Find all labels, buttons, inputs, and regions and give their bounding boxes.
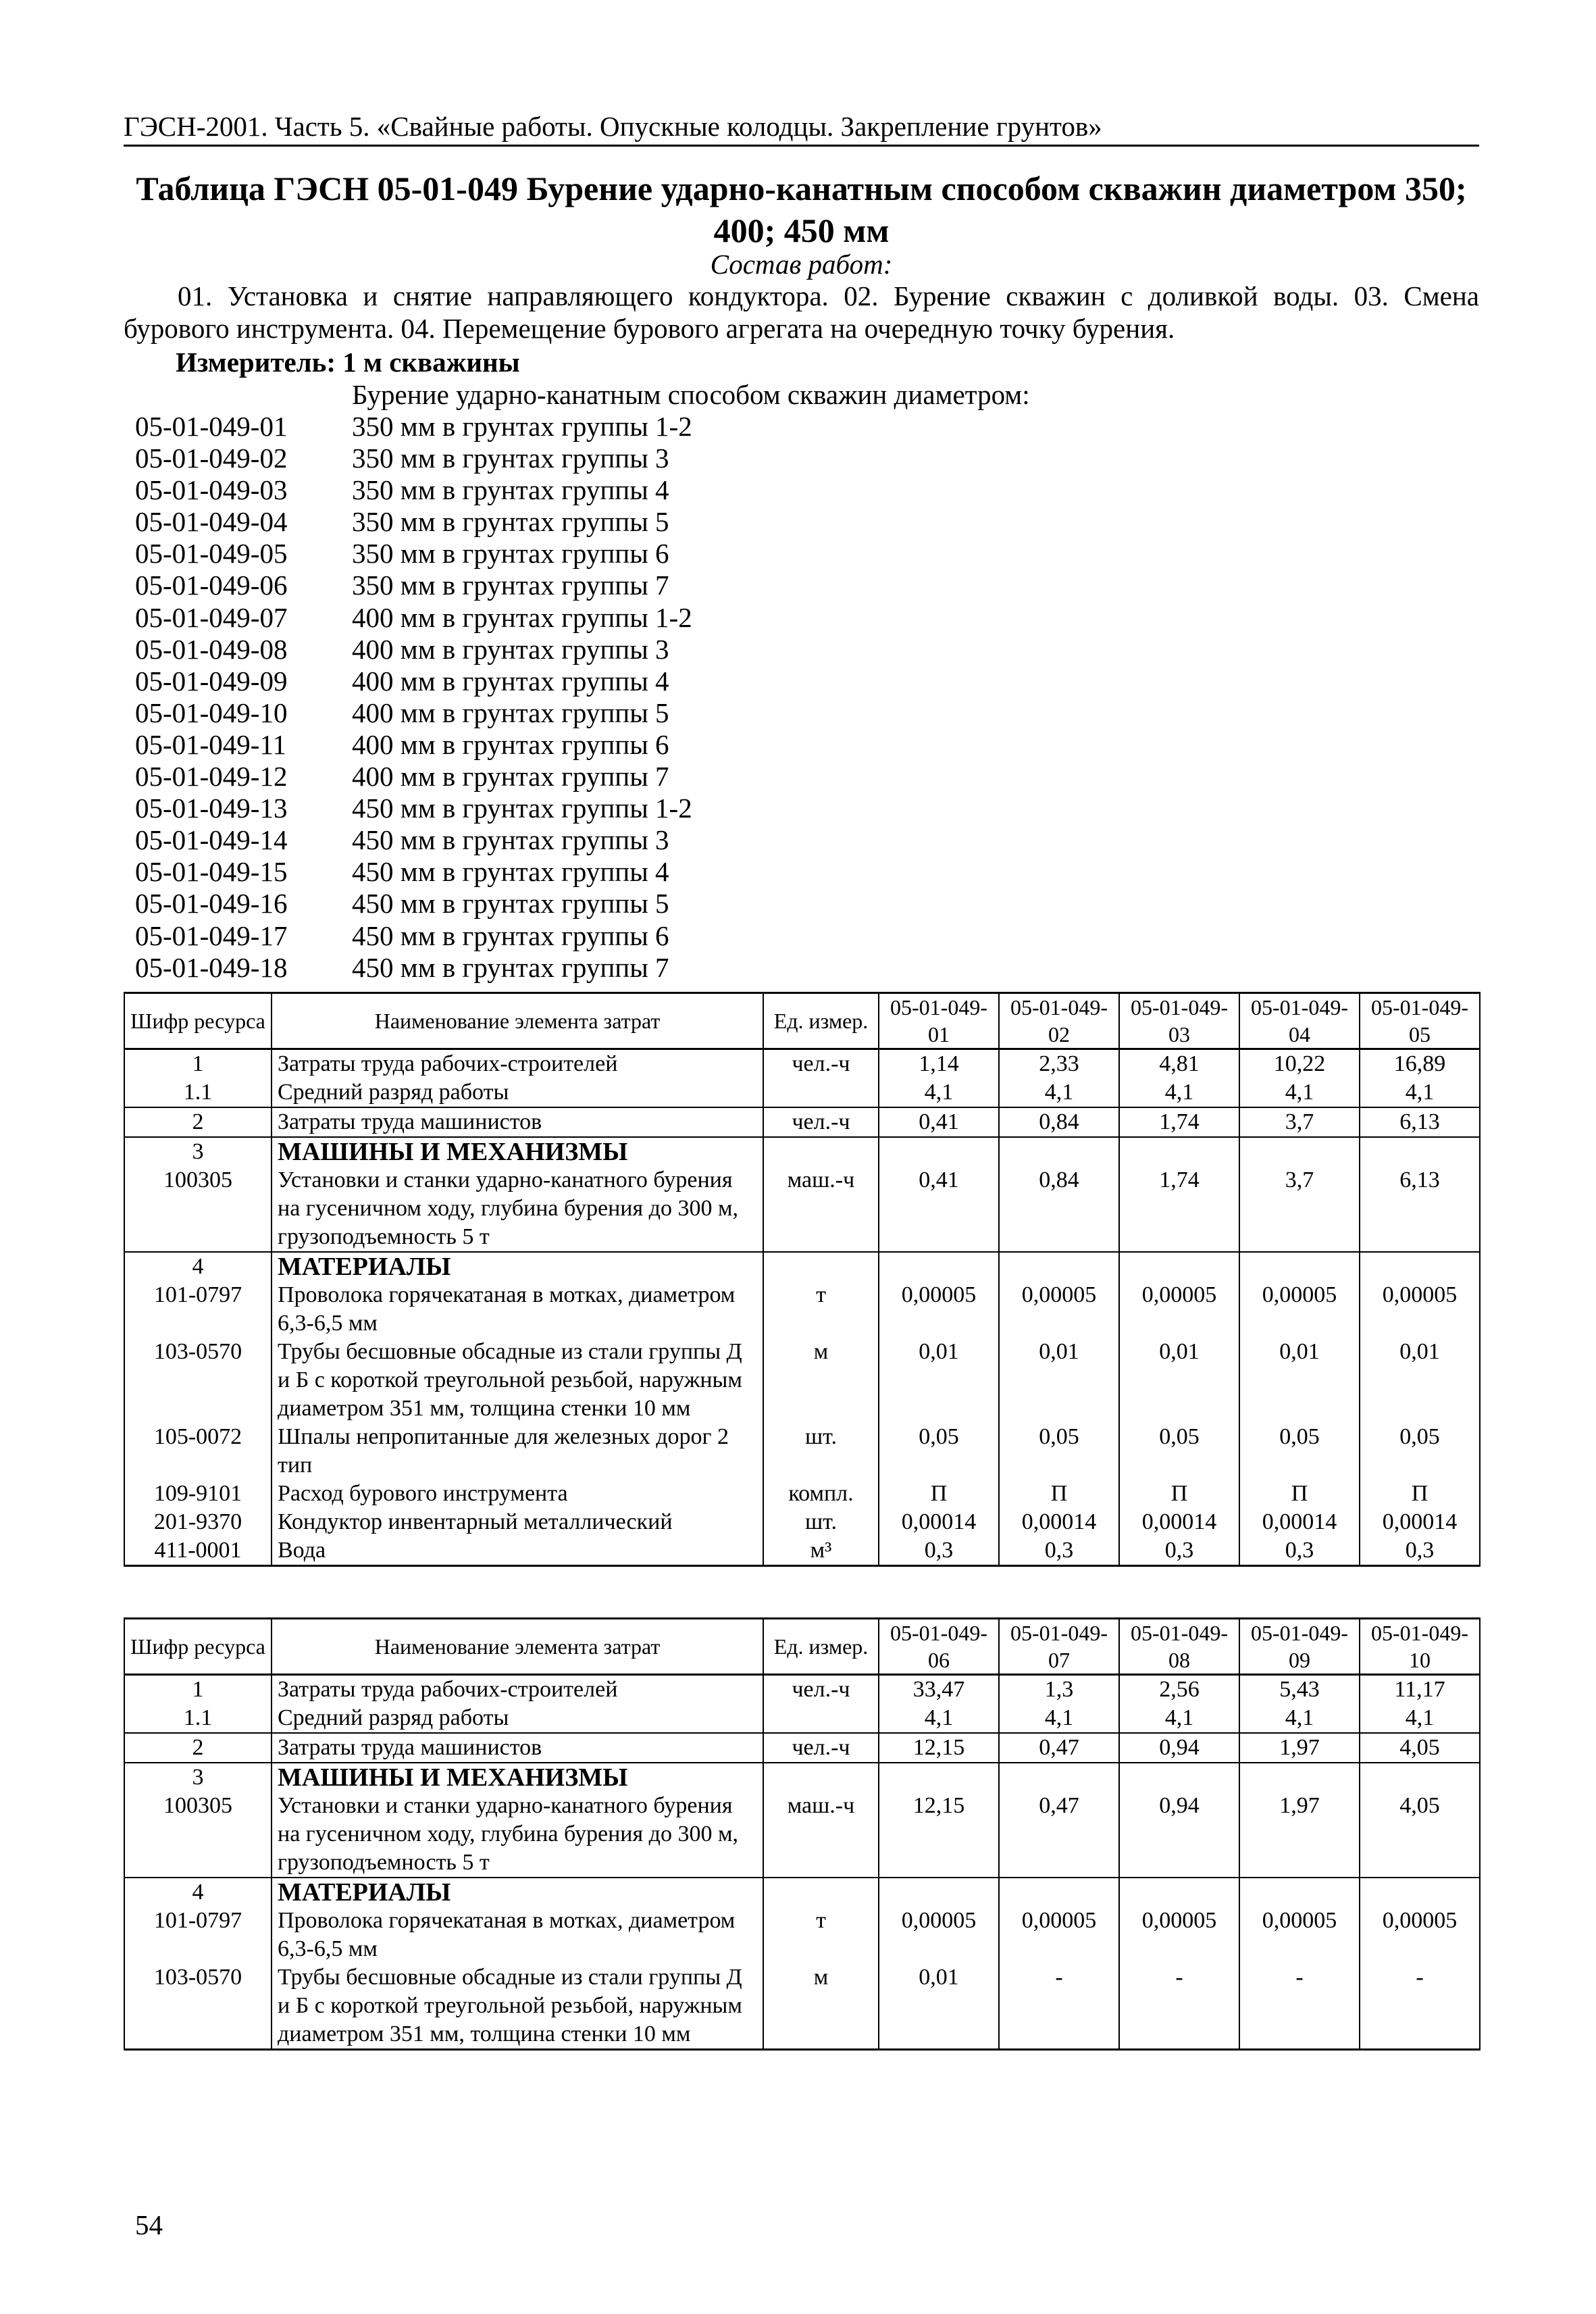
norm-code: 05-01-049-02 bbox=[135, 443, 288, 474]
resource-name-cell: Вода bbox=[272, 1536, 763, 1566]
norm-value-cell: 0,01 bbox=[879, 1338, 999, 1423]
works-description-text: 01. Установка и снятие направляющего кондуктора. 02. Бурение скважин с доливкой воды. 03. Смена бурового инструмента. 04. Перемещение бурового агрегата на очередную точку бурения. bbox=[124, 280, 1479, 344]
norm-value-cell: 1,74 bbox=[1119, 1166, 1239, 1252]
resource-code-cell: 1.1 bbox=[124, 1078, 272, 1107]
norm-value-cell: 4,1 bbox=[879, 1078, 999, 1107]
table-row bbox=[124, 1107, 1480, 1137]
norm-code: 05-01-049-07 bbox=[135, 601, 288, 633]
norm-value-cell: 0,01 bbox=[1119, 1338, 1239, 1423]
unit-cell: чел.-ч bbox=[763, 1675, 879, 1705]
column-header-unit: Ед. измер. bbox=[763, 993, 879, 1049]
column-header-norm: 05-01-049-10 bbox=[1360, 1619, 1480, 1675]
norm-value-cell: 1,97 bbox=[1239, 1792, 1360, 1878]
table-row bbox=[124, 1338, 1480, 1423]
norm-code-description: 350 мм в грунтах группы 3 bbox=[352, 443, 669, 474]
section-row bbox=[124, 1252, 1480, 1281]
norm-value-cell: 0,05 bbox=[1119, 1423, 1239, 1480]
norm-value-cell bbox=[999, 1763, 1119, 1792]
norm-code-item bbox=[135, 443, 692, 474]
resource-name-cell: МАШИНЫ И МЕХАНИЗМЫ bbox=[272, 1137, 763, 1166]
norm-value-cell: 3,7 bbox=[1239, 1166, 1360, 1252]
resource-name-cell: Затраты труда машинистов bbox=[272, 1733, 763, 1763]
norm-value-cell: 0,00014 bbox=[1239, 1508, 1360, 1536]
norm-code: 05-01-049-01 bbox=[135, 411, 288, 442]
norm-code-description: 450 мм в грунтах группы 6 bbox=[352, 920, 669, 951]
norm-value-cell: 0,05 bbox=[1360, 1423, 1480, 1480]
norm-value-cell: 0,00005 bbox=[999, 1281, 1119, 1338]
norm-code-description: 450 мм в грунтах группы 7 bbox=[352, 951, 669, 983]
resource-code-cell: 3 bbox=[124, 1137, 272, 1166]
norm-value-cell: П bbox=[879, 1480, 999, 1508]
column-header-norm: 05-01-049-06 bbox=[879, 1619, 999, 1675]
norm-value-cell: 4,81 bbox=[1119, 1049, 1239, 1079]
section-row bbox=[124, 1763, 1480, 1792]
norm-value-cell: 0,3 bbox=[1360, 1536, 1480, 1566]
norm-value-cell: 0,00014 bbox=[879, 1508, 999, 1536]
norm-value-cell: 0,00005 bbox=[879, 1907, 999, 1963]
norm-value-cell: 0,01 bbox=[999, 1338, 1119, 1423]
norm-value-cell: П bbox=[1360, 1480, 1480, 1508]
norm-value-cell: 6,13 bbox=[1360, 1107, 1480, 1137]
resource-name-cell: Затраты труда машинистов bbox=[272, 1107, 763, 1137]
column-header-norm: 05-01-049-08 bbox=[1119, 1619, 1239, 1675]
unit-cell: шт. bbox=[763, 1423, 879, 1480]
norm-code-description: 350 мм в грунтах группы 6 bbox=[352, 538, 669, 570]
norm-code-description: 450 мм в грунтах группы 1-2 bbox=[352, 793, 692, 824]
unit-cell bbox=[763, 1763, 879, 1792]
norm-value-cell: 0,00005 bbox=[879, 1281, 999, 1338]
norm-value-cell: 0,00014 bbox=[999, 1508, 1119, 1536]
norm-value-cell: 0,01 bbox=[879, 1963, 999, 2050]
norm-value-cell: 0,01 bbox=[1239, 1338, 1360, 1423]
resource-code-cell: 2 bbox=[124, 1107, 272, 1137]
norm-value-cell bbox=[1239, 1878, 1360, 1907]
resource-code-cell: 100305 bbox=[124, 1166, 272, 1252]
unit-cell bbox=[763, 1252, 879, 1281]
norm-code-item bbox=[135, 856, 692, 888]
resource-code-cell: 103-0570 bbox=[124, 1963, 272, 2050]
column-header-unit: Ед. измер. bbox=[763, 1619, 879, 1675]
norm-code-item bbox=[135, 602, 692, 634]
norm-value-cell: 0,05 bbox=[999, 1423, 1119, 1480]
norm-value-cell: 0,01 bbox=[1360, 1338, 1480, 1423]
table-row bbox=[124, 1166, 1480, 1252]
norm-code-item bbox=[135, 729, 692, 761]
column-header-code: Шифр ресурса bbox=[124, 1619, 272, 1675]
resource-name-cell: Проволока горячекатаная в мотках, диаметром 6,3-6,5 мм bbox=[272, 1281, 763, 1338]
resource-name-cell: Затраты труда рабочих-строителей bbox=[272, 1675, 763, 1705]
column-header-norm: 05-01-049-01 bbox=[879, 993, 999, 1049]
norm-value-cell: 6,13 bbox=[1360, 1166, 1480, 1252]
norm-code-description: 350 мм в грунтах группы 5 bbox=[352, 506, 669, 538]
unit-cell: чел.-ч bbox=[763, 1107, 879, 1137]
table-row bbox=[124, 1423, 1480, 1480]
norm-value-cell: 0,3 bbox=[879, 1536, 999, 1566]
norm-value-cell: 0,00005 bbox=[999, 1907, 1119, 1963]
norm-value-cell: 12,15 bbox=[879, 1733, 999, 1763]
norm-code: 05-01-049-15 bbox=[135, 856, 288, 888]
norm-code: 05-01-049-08 bbox=[135, 633, 288, 665]
table-row bbox=[124, 1281, 1480, 1338]
unit-cell bbox=[763, 1878, 879, 1907]
norm-value-cell: 0,00005 bbox=[1119, 1907, 1239, 1963]
resource-name-cell: МАТЕРИАЛЫ bbox=[272, 1878, 763, 1907]
unit-cell bbox=[763, 1704, 879, 1733]
norm-value-cell bbox=[879, 1763, 999, 1792]
table-row bbox=[124, 1508, 1480, 1536]
norm-code: 05-01-049-06 bbox=[135, 570, 288, 601]
resource-code-cell: 3 bbox=[124, 1763, 272, 1792]
resource-table-body bbox=[124, 1049, 1480, 1566]
page-number: 54 bbox=[135, 2209, 163, 2240]
norm-value-cell: 4,1 bbox=[1119, 1078, 1239, 1107]
norm-code: 05-01-049-18 bbox=[135, 951, 288, 983]
norm-code: 05-01-049-05 bbox=[135, 538, 288, 570]
table-title-line-2: 400; 450 мм bbox=[713, 211, 890, 249]
norm-code: 05-01-049-11 bbox=[135, 728, 286, 760]
resource-code-cell: 4 bbox=[124, 1878, 272, 1907]
norm-value-cell: 2,56 bbox=[1119, 1675, 1239, 1705]
unit-cell: шт. bbox=[763, 1508, 879, 1536]
table-row bbox=[124, 1792, 1480, 1878]
norm-value-cell: 4,1 bbox=[1239, 1704, 1360, 1733]
resource-name-cell: Кондуктор инвентарный металлический bbox=[272, 1508, 763, 1536]
norm-code-description: 400 мм в грунтах группы 5 bbox=[352, 697, 669, 728]
resource-name-cell: Проволока горячекатаная в мотках, диаметром 6,3-6,5 мм bbox=[272, 1907, 763, 1963]
norm-code-item bbox=[135, 506, 692, 538]
norm-value-cell bbox=[879, 1878, 999, 1907]
table-row bbox=[124, 1907, 1480, 1963]
column-header-name: Наименование элемента затрат bbox=[272, 993, 763, 1049]
column-header-norm: 05-01-049-09 bbox=[1239, 1619, 1360, 1675]
norm-value-cell: 4,1 bbox=[999, 1704, 1119, 1733]
table-row bbox=[124, 1536, 1480, 1566]
norm-value-cell: - bbox=[1119, 1963, 1239, 2050]
unit-cell: м bbox=[763, 1338, 879, 1423]
norm-code-item bbox=[135, 570, 692, 601]
norm-value-cell: 0,00005 bbox=[1239, 1907, 1360, 1963]
norm-value-cell: 4,1 bbox=[1239, 1078, 1360, 1107]
norm-value-cell: - bbox=[1239, 1963, 1360, 2050]
norm-value-cell: 4,1 bbox=[1360, 1078, 1480, 1107]
resource-code-cell: 4 bbox=[124, 1252, 272, 1281]
norm-value-cell: 4,1 bbox=[1119, 1704, 1239, 1733]
unit-cell: чел.-ч bbox=[763, 1049, 879, 1079]
resource-name-cell: Средний разряд работы bbox=[272, 1704, 763, 1733]
table-row bbox=[124, 1704, 1480, 1733]
norm-value-cell bbox=[1239, 1137, 1360, 1166]
norm-codes-list bbox=[135, 411, 692, 984]
section-row bbox=[124, 1137, 1480, 1166]
unit-cell bbox=[763, 1137, 879, 1166]
resource-name-cell: Шпалы непропитанные для железных дорог 2 тип bbox=[272, 1423, 763, 1480]
norm-code-item bbox=[135, 665, 692, 697]
resource-table-header bbox=[124, 1619, 1480, 1675]
norm-value-cell: 0,84 bbox=[999, 1166, 1119, 1252]
unit-cell: маш.-ч bbox=[763, 1792, 879, 1878]
column-header-code: Шифр ресурса bbox=[124, 993, 272, 1049]
norm-value-cell: 1,97 bbox=[1239, 1733, 1360, 1763]
norm-code-description: 400 мм в грунтах группы 7 bbox=[352, 761, 669, 793]
norm-value-cell: 10,22 bbox=[1239, 1049, 1360, 1079]
norm-value-cell: П bbox=[1119, 1480, 1239, 1508]
norm-value-cell: 0,05 bbox=[879, 1423, 999, 1480]
table-row bbox=[124, 1963, 1480, 2050]
norm-code-description: 450 мм в грунтах группы 3 bbox=[352, 824, 669, 856]
norm-code-description: 400 мм в грунтах группы 4 bbox=[352, 665, 669, 697]
norm-code-description: 450 мм в грунтах группы 4 bbox=[352, 856, 669, 888]
norm-value-cell bbox=[1360, 1763, 1480, 1792]
norm-code-description: 450 мм в грунтах группы 5 bbox=[352, 888, 669, 920]
norm-value-cell: 4,05 bbox=[1360, 1733, 1480, 1763]
table-row bbox=[124, 1480, 1480, 1508]
unit-cell: маш.-ч bbox=[763, 1166, 879, 1252]
column-header-norm: 05-01-049-02 bbox=[999, 993, 1119, 1049]
unit-cell: т bbox=[763, 1907, 879, 1963]
table-row bbox=[124, 1733, 1480, 1763]
norm-code: 05-01-049-14 bbox=[135, 824, 288, 856]
column-header-norm: 05-01-049-04 bbox=[1239, 993, 1360, 1049]
norm-value-cell: 0,41 bbox=[879, 1107, 999, 1137]
norm-code-item bbox=[135, 793, 692, 824]
norm-value-cell: 0,94 bbox=[1119, 1733, 1239, 1763]
norm-value-cell: 16,89 bbox=[1360, 1049, 1480, 1079]
norm-code-item bbox=[135, 411, 692, 443]
resource-name-cell: Трубы бесшовные обсадные из стали группы Д и Б с короткой треугольной резьбой, наружным диаметром 351 мм, толщина стенки 10 мм bbox=[272, 1338, 763, 1423]
resource-name-cell: МАТЕРИАЛЫ bbox=[272, 1252, 763, 1281]
norm-value-cell bbox=[1360, 1252, 1480, 1281]
resource-name-cell: Установки и станки ударно-канатного бурения на гусеничном ходу, глубина бурения до 300 м, грузоподъемность 5 т bbox=[272, 1166, 763, 1252]
table-row bbox=[124, 1078, 1480, 1107]
norm-value-cell: 0,3 bbox=[1119, 1536, 1239, 1566]
norm-value-cell: 1,14 bbox=[879, 1049, 999, 1079]
norm-value-cell: 0,47 bbox=[999, 1792, 1119, 1878]
table-row bbox=[124, 1049, 1480, 1079]
norm-value-cell: 12,15 bbox=[879, 1792, 999, 1878]
unit-cell: компл. bbox=[763, 1480, 879, 1508]
norm-value-cell: 3,7 bbox=[1239, 1107, 1360, 1137]
norm-code: 05-01-049-09 bbox=[135, 665, 288, 697]
resource-code-cell: 101-0797 bbox=[124, 1907, 272, 1963]
norm-value-cell: П bbox=[999, 1480, 1119, 1508]
norm-value-cell bbox=[999, 1878, 1119, 1907]
norm-value-cell: 0,00005 bbox=[1360, 1281, 1480, 1338]
norm-value-cell: 0,00005 bbox=[1119, 1281, 1239, 1338]
resource-name-cell: Затраты труда рабочих-строителей bbox=[272, 1049, 763, 1079]
norm-code-description: 400 мм в грунтах группы 3 bbox=[352, 633, 669, 665]
table-title-line-1: Таблица ГЭСН 05-01-049 Бурение ударно-канатным способом скважин диаметром 350; bbox=[136, 170, 1467, 207]
resource-table-body bbox=[124, 1675, 1480, 2050]
unit-cell: м bbox=[763, 1963, 879, 2050]
works-heading: Состав работ: bbox=[710, 249, 893, 280]
norm-code: 05-01-049-13 bbox=[135, 793, 288, 824]
norm-value-cell: 4,1 bbox=[1360, 1704, 1480, 1733]
resource-code-cell: 2 bbox=[124, 1733, 272, 1763]
resource-code-cell: 105-0072 bbox=[124, 1423, 272, 1480]
norm-value-cell bbox=[999, 1252, 1119, 1281]
norm-code: 05-01-049-16 bbox=[135, 888, 288, 920]
norm-value-cell: 0,00005 bbox=[1239, 1281, 1360, 1338]
resource-code-cell: 1 bbox=[124, 1675, 272, 1705]
norm-code-description: 350 мм в грунтах группы 7 bbox=[352, 570, 669, 601]
resource-table-2 bbox=[124, 1617, 1481, 2051]
norm-code-description: 400 мм в грунтах группы 6 bbox=[352, 728, 669, 760]
norm-code: 05-01-049-17 bbox=[135, 920, 288, 951]
norm-value-cell: 1,3 bbox=[999, 1675, 1119, 1705]
norm-code-item bbox=[135, 920, 692, 952]
norm-value-cell bbox=[1360, 1878, 1480, 1907]
resource-name-cell: Расход бурового инструмента bbox=[272, 1480, 763, 1508]
norm-code-item bbox=[135, 888, 692, 920]
column-header-norm: 05-01-049-03 bbox=[1119, 993, 1239, 1049]
codes-intro: Бурение ударно-канатным способом скважин диаметром: bbox=[352, 379, 1030, 410]
norm-value-cell bbox=[1360, 1137, 1480, 1166]
norm-code: 05-01-049-04 bbox=[135, 506, 288, 538]
norm-value-cell: - bbox=[999, 1963, 1119, 2050]
norm-value-cell bbox=[1119, 1878, 1239, 1907]
resource-code-cell: 1.1 bbox=[124, 1704, 272, 1733]
norm-code-description: 350 мм в грунтах группы 4 bbox=[352, 474, 669, 506]
norm-value-cell: 4,1 bbox=[879, 1704, 999, 1733]
norm-value-cell: 33,47 bbox=[879, 1675, 999, 1705]
resource-code-cell: 1 bbox=[124, 1049, 272, 1079]
norm-code-description: 400 мм в грунтах группы 1-2 bbox=[352, 601, 692, 633]
resource-name-cell: МАШИНЫ И МЕХАНИЗМЫ bbox=[272, 1763, 763, 1792]
unit-cell bbox=[763, 1078, 879, 1107]
norm-value-cell: 4,1 bbox=[999, 1078, 1119, 1107]
norm-value-cell: - bbox=[1360, 1963, 1480, 2050]
column-header-norm: 05-01-049-05 bbox=[1360, 993, 1480, 1049]
norm-value-cell: 11,17 bbox=[1360, 1675, 1480, 1705]
column-header-norm: 05-01-049-07 bbox=[999, 1619, 1119, 1675]
norm-value-cell: 0,00005 bbox=[1360, 1907, 1480, 1963]
norm-value-cell bbox=[999, 1137, 1119, 1166]
norm-value-cell: 0,3 bbox=[1239, 1536, 1360, 1566]
norm-value-cell: 5,43 bbox=[1239, 1675, 1360, 1705]
norm-value-cell: 0,41 bbox=[879, 1166, 999, 1252]
measure-unit: Измеритель: 1 м скважины bbox=[176, 347, 520, 378]
unit-cell: м³ bbox=[763, 1536, 879, 1566]
norm-value-cell: 0,3 bbox=[999, 1536, 1119, 1566]
norm-value-cell bbox=[1119, 1137, 1239, 1166]
norm-code-item bbox=[135, 634, 692, 665]
resource-code-cell: 101-0797 bbox=[124, 1281, 272, 1338]
norm-code-item bbox=[135, 824, 692, 856]
norm-value-cell: 0,05 bbox=[1239, 1423, 1360, 1480]
resource-name-cell: Трубы бесшовные обсадные из стали группы Д и Б с короткой треугольной резьбой, наружным диаметром 351 мм, толщина стенки 10 мм bbox=[272, 1963, 763, 2050]
resource-table-1 bbox=[124, 992, 1481, 1567]
column-header-name: Наименование элемента затрат bbox=[272, 1619, 763, 1675]
norm-value-cell: 1,74 bbox=[1119, 1107, 1239, 1137]
norm-code-item bbox=[135, 474, 692, 506]
norm-value-cell: 2,33 bbox=[999, 1049, 1119, 1079]
norm-code: 05-01-049-10 bbox=[135, 697, 288, 728]
table-title bbox=[124, 168, 1479, 251]
norm-code: 05-01-049-12 bbox=[135, 761, 288, 793]
norm-value-cell bbox=[879, 1252, 999, 1281]
norm-code-item bbox=[135, 697, 692, 729]
norm-value-cell bbox=[879, 1137, 999, 1166]
norm-value-cell bbox=[1119, 1252, 1239, 1281]
norm-value-cell: П bbox=[1239, 1480, 1360, 1508]
norm-value-cell: 0,47 bbox=[999, 1733, 1119, 1763]
norm-value-cell: 0,94 bbox=[1119, 1792, 1239, 1878]
norm-value-cell bbox=[1119, 1763, 1239, 1792]
norm-value-cell: 0,00014 bbox=[1360, 1508, 1480, 1536]
norm-value-cell bbox=[1239, 1763, 1360, 1792]
resource-table-header bbox=[124, 993, 1480, 1049]
running-header: ГЭСН-2001. Часть 5. «Свайные работы. Опускные колодцы. Закрепление грунтов» bbox=[124, 109, 1479, 147]
norm-code-item bbox=[135, 538, 692, 570]
norm-code-item bbox=[135, 761, 692, 793]
norm-code-description: 350 мм в грунтах группы 1-2 bbox=[352, 411, 692, 442]
resource-code-cell: 103-0570 bbox=[124, 1338, 272, 1423]
resource-code-cell: 201-9370 bbox=[124, 1508, 272, 1536]
resource-name-cell: Средний разряд работы bbox=[272, 1078, 763, 1107]
unit-cell: чел.-ч bbox=[763, 1733, 879, 1763]
works-description bbox=[124, 280, 1479, 345]
resource-code-cell: 411-0001 bbox=[124, 1536, 272, 1566]
norm-value-cell: 4,05 bbox=[1360, 1792, 1480, 1878]
table-row bbox=[124, 1675, 1480, 1705]
norm-code: 05-01-049-03 bbox=[135, 474, 288, 506]
norm-code-item bbox=[135, 952, 692, 984]
norm-value-cell: 0,84 bbox=[999, 1107, 1119, 1137]
resource-code-cell: 100305 bbox=[124, 1792, 272, 1878]
resource-name-cell: Установки и станки ударно-канатного бурения на гусеничном ходу, глубина бурения до 300 м, грузоподъемность 5 т bbox=[272, 1792, 763, 1878]
norm-value-cell bbox=[1239, 1252, 1360, 1281]
section-row bbox=[124, 1878, 1480, 1907]
unit-cell: т bbox=[763, 1281, 879, 1338]
norm-value-cell: 0,00014 bbox=[1119, 1508, 1239, 1536]
resource-code-cell: 109-9101 bbox=[124, 1480, 272, 1508]
